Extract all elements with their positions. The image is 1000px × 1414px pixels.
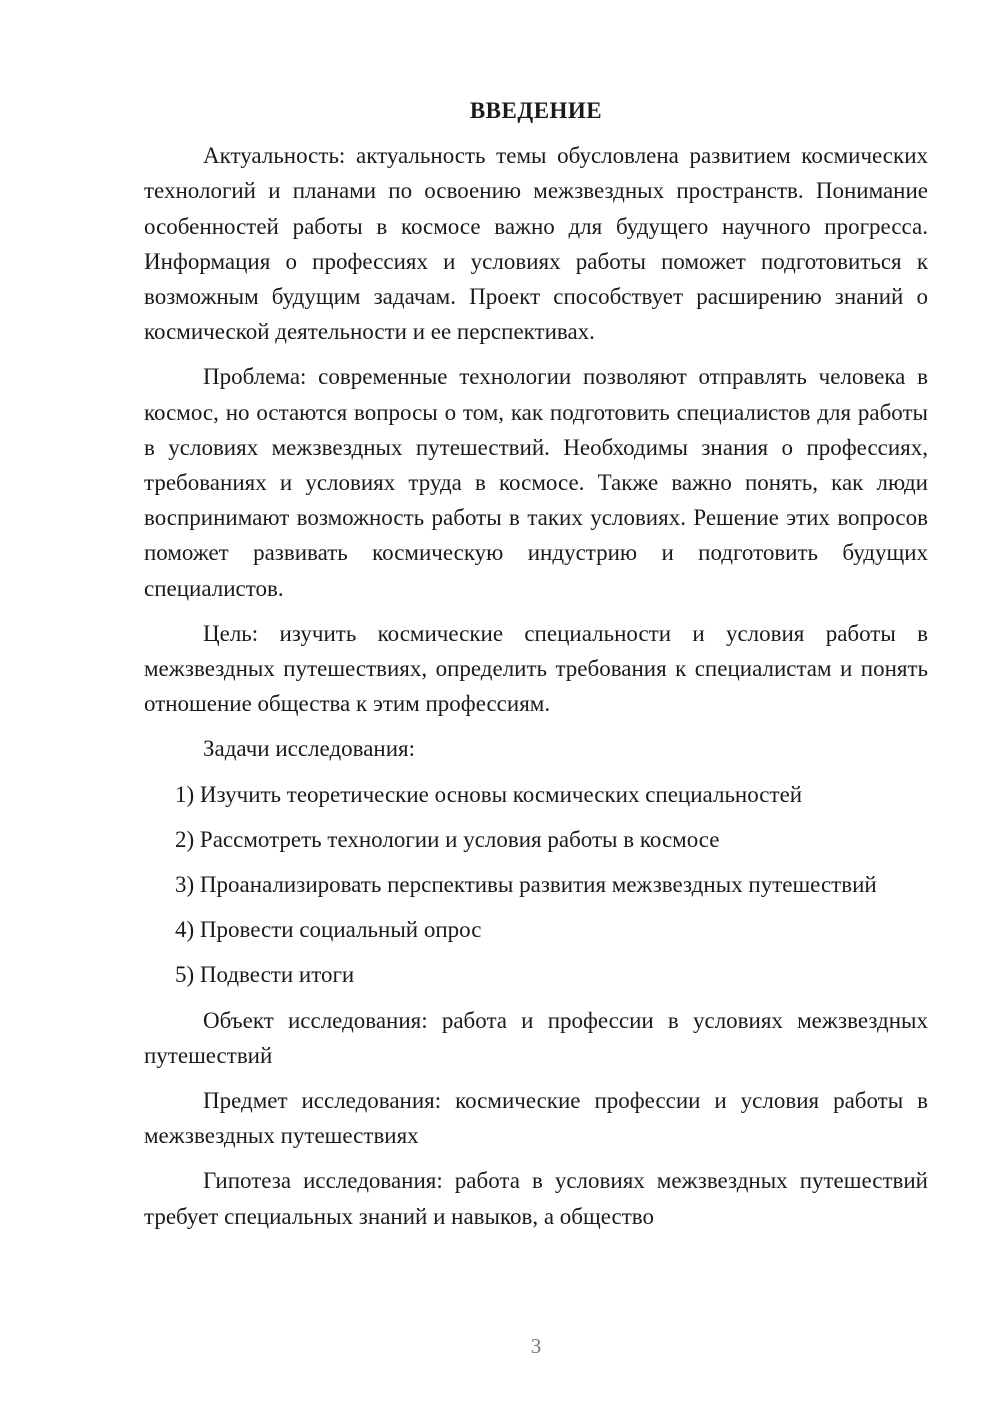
subject-paragraph: Предмет исследования: космические профессии и условия работы в межзвездных путешествиях [144, 1088, 928, 1149]
task-item-5: 5) Подвести итоги [175, 962, 355, 988]
problem-paragraph: Проблема: современные технологии позволяют отправлять человека в космос, но остаются вопросы о том, как подготовить специалистов для работы в условиях межзвездных путешествий. Необходимы знания о профессиях, требованиях и условиях труда в космосе. Также важно понять, как люди воспринимают возможность работы в таких условиях. Решение этих вопросов поможет развивать космическую индустрию и подготовить будущих специалистов. [144, 364, 928, 601]
page-title: ВВЕДЕНИЕ [469, 98, 603, 123]
page-body [144, 93, 928, 1244]
tasks-heading: Задачи исследования: [203, 736, 416, 762]
object-paragraph: Объект исследования: работа и профессии в условиях межзвездных путешествий [144, 1007, 928, 1068]
goal-paragraph: Цель: изучить космические специальности и условия работы в межзвездных путешествиях, определить требования к специалистам и понять отношение общества к этим профессиям. [144, 620, 928, 717]
task-item-4: 4) Провести социальный опрос [175, 917, 482, 943]
task-item-3: 3) Проанализировать перспективы развития межзвездных путешествий [175, 872, 877, 898]
relevance-paragraph: Актуальность: актуальность темы обусловлена развитием космических технологий и планами по освоению межзвездных пространств. Понимание особенностей работы в космосе важно для будущего научного прогресса. Информация о профессиях и условиях работы поможет подготовиться к возможным будущим задачам. Проект способствует расширению знаний о космической деятельности и ее перспективах. [144, 143, 928, 345]
page-number: 3 [530, 1334, 542, 1358]
task-item-2: 2) Рассмотреть технологии и условия работы в космосе [175, 826, 720, 852]
hypothesis-paragraph: Гипотеза исследования: работа в условиях межзвездных путешествий требует специальных знаний и навыков, а общество [144, 1168, 928, 1229]
task-item-1: 1) Изучить теоретические основы космических специальностей [175, 781, 803, 807]
